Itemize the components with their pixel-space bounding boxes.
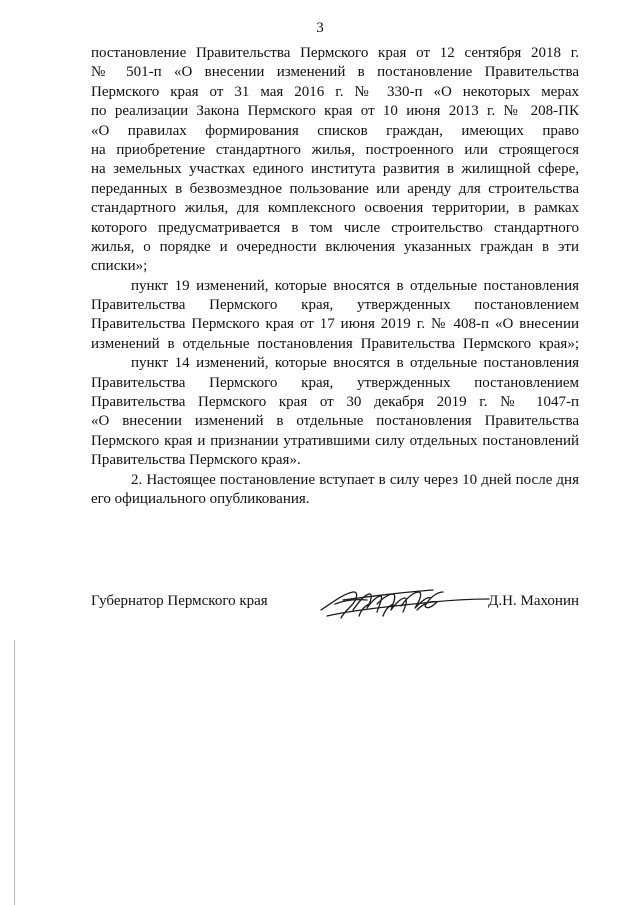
text-line: № 501-п «О внесении изменений в постановление Правительства — [91, 64, 579, 81]
text-line: пункт 19 изменений, которые вносятся в отдельные постановления — [131, 277, 579, 294]
text-line: Правительства Пермского края, утвержденных постановлением — [91, 374, 579, 391]
text-line: «О правилах формирования списков граждан, имеющих право — [91, 122, 579, 139]
document-body — [91, 44, 579, 509]
text-line: постановление Правительства Пермского края от 12 сентября 2018 г. — [91, 45, 579, 61]
handwritten-signature — [313, 580, 491, 624]
text-line: переданных в безвозмездное пользование или аренду для строительства — [91, 180, 579, 197]
page-number: 3 — [316, 20, 324, 36]
text-line: Пермского края от 31 мая 2016 г. № 330-п «О некоторых мерах — [91, 83, 579, 100]
text-line: изменений в отдельные постановления Правительства Пермского края»; — [91, 335, 579, 352]
text-line: Правительства Пермского края». — [91, 452, 301, 469]
text-line: пункт 14 изменений, которые вносятся в отдельные постановления — [131, 355, 579, 372]
scan-edge-line — [14, 640, 15, 905]
text-line: Правительства Пермского края, утвержденных постановлением — [91, 297, 579, 314]
text-line: на приобретение стандартного жилья, построенного или строящегося — [91, 141, 579, 158]
text-line: Правительства Пермского края от 30 декабря 2019 г. № 1047-п — [91, 394, 579, 411]
signer-name: Д.Н. Махонин — [488, 593, 579, 609]
text-line: стандартного жилья, для комплексного освоения территории, в рамках — [91, 200, 579, 217]
text-line: списки»; — [91, 258, 148, 275]
text-line: «О внесении изменений в отдельные постановления Правительства — [91, 413, 579, 430]
text-line: которого предусматривается в том числе строительство стандартного — [91, 219, 579, 236]
signature-block — [91, 588, 579, 628]
text-line: жилья, о порядке и очередности включения указанных граждан в эти — [91, 238, 579, 255]
text-line: Правительства Пермского края от 17 июня 2019 г. № 408-п «О внесении — [91, 316, 579, 333]
signer-position: Губернатор Пермского края — [91, 593, 268, 609]
text-line: 2. Настоящее постановление вступает в силу через 10 дней после дня — [131, 471, 579, 488]
text-line: по реализации Закона Пермского края от 10 июня 2013 г. № 208-ПК — [91, 103, 579, 120]
text-line: на земельных участках единого института развития в жилищной сфере, — [91, 161, 579, 178]
text-line: Пермского края и признании утратившими силу отдельных постановлений — [91, 432, 579, 449]
text-line: его официального опубликования. — [91, 490, 310, 507]
